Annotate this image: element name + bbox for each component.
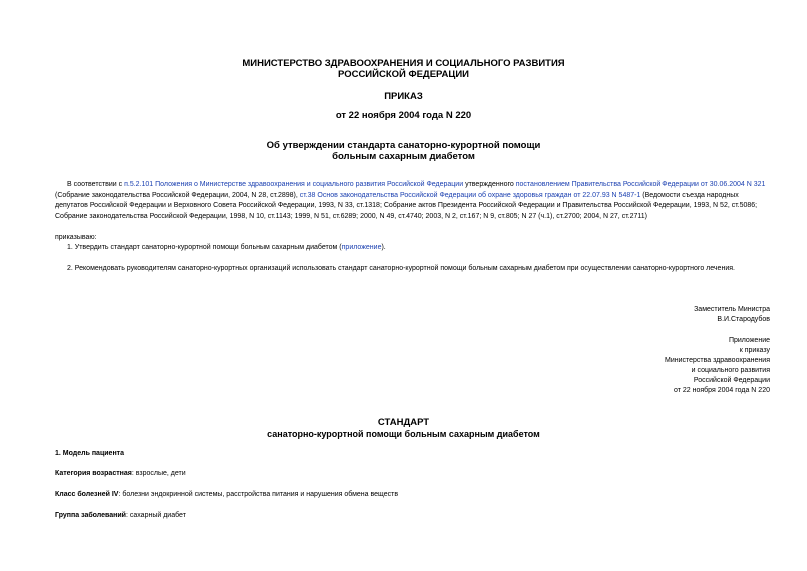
order-word: приказываю: <box>55 234 97 241</box>
preamble-text-2: утвержденного <box>463 181 516 188</box>
ministry-line2: РОССИЙСКОЙ ФЕДЕРАЦИИ <box>337 69 469 80</box>
order-item-1 <box>67 243 773 254</box>
order-item-2: 2. Рекомендовать руководителям санаторно-курортных организаций использовать стандарт санаторно-курортной помощи больным сахарным диабетом при осуществлении санаторно-курортного лечения. <box>67 265 735 272</box>
subject-line1: Об утверждении стандарта санаторно-курортной помощи <box>266 140 541 151</box>
appendix-line3: Министерства здравоохранения <box>665 357 770 364</box>
disease-group-value: : сахарный диабет <box>125 512 186 519</box>
appendix-line1: Приложение <box>728 337 770 344</box>
preamble-paragraph <box>55 180 773 222</box>
health-law-link[interactable]: ст.38 Основ законодательства Российской Федерации об охране здоровья граждан от 22.07.93 N 5487-1 <box>299 191 641 199</box>
appendix-line4: и социального развития <box>691 367 770 374</box>
doc-type: ПРИКАЗ <box>384 91 423 102</box>
signature-name: В.И.Стародубов <box>717 316 770 323</box>
preamble-text-4: (Ведомости съезда народных депутатов Российской Федерации и Верховного Совета Российской Федерации, 1993, N 33, ст.1318; Собрание актов Президента Российской Федерации и Правительства Российской Федерации, 1993, N 52, ст.5086; Собрание законодательства Российской Федерации, 1998, N 10, ст.1143; 1999, N 51, ст.6289; 2000, N 49, ст.4740; 2003, N 2, ст.167; N 9, ст.805; N 27 (ч.1), ст.2700; 2004, N 27, ст.2711) <box>55 191 758 220</box>
appendix-line2: к приказу <box>739 347 770 354</box>
appendix-link[interactable]: приложение <box>341 244 382 251</box>
standard-title: СТАНДАРТ <box>377 417 430 428</box>
government-decree-link[interactable]: постановлением Правительства Российской Федерации от 30.06.2004 N 321 <box>515 181 766 188</box>
age-category-value: : взрослые, дети <box>131 470 186 477</box>
disease-group-row <box>55 511 186 522</box>
doc-date: от 22 ноября 2004 года N 220 <box>335 110 472 121</box>
subject-line2: больным сахарным диабетом <box>332 151 475 162</box>
disease-class-label: Класс болезней IV <box>55 491 119 498</box>
standard-subtitle: санаторно-курортной помощи больным сахарным диабетом <box>267 429 540 439</box>
patient-model-heading: 1. Модель пациента <box>55 450 124 457</box>
item1-text: 1. Утвердить стандарт санаторно-курортной помощи больным сахарным диабетом ( <box>67 244 342 251</box>
age-category-row <box>55 469 186 480</box>
disease-class-row <box>55 490 398 501</box>
age-category-label: Категория возрастная <box>55 470 132 477</box>
regulation-link[interactable]: п.5.2.101 Положения о Министерстве здравоохранения и социального развития Российской Федерации <box>124 181 464 188</box>
disease-class-value: : болезни эндокринной системы, расстройства питания и нарушения обмена веществ <box>118 491 399 498</box>
ministry-line1: МИНИСТЕРСТВО ЗДРАВООХРАНЕНИЯ И СОЦИАЛЬНОГО РАЗВИТИЯ <box>242 58 565 69</box>
item1-end: ). <box>381 244 386 251</box>
preamble-text-1: В соответствии с <box>67 181 125 188</box>
disease-group-label: Группа заболеваний <box>55 512 126 519</box>
appendix-line5: Российской Федерации <box>693 377 770 384</box>
appendix-line6: от 22 ноября 2004 года N 220 <box>674 387 770 394</box>
preamble-text-3: (Собрание законодательства Российской Федерации, 2004, N 28, ст.2898), <box>55 191 300 199</box>
signature-title: Заместитель Министра <box>694 306 770 313</box>
